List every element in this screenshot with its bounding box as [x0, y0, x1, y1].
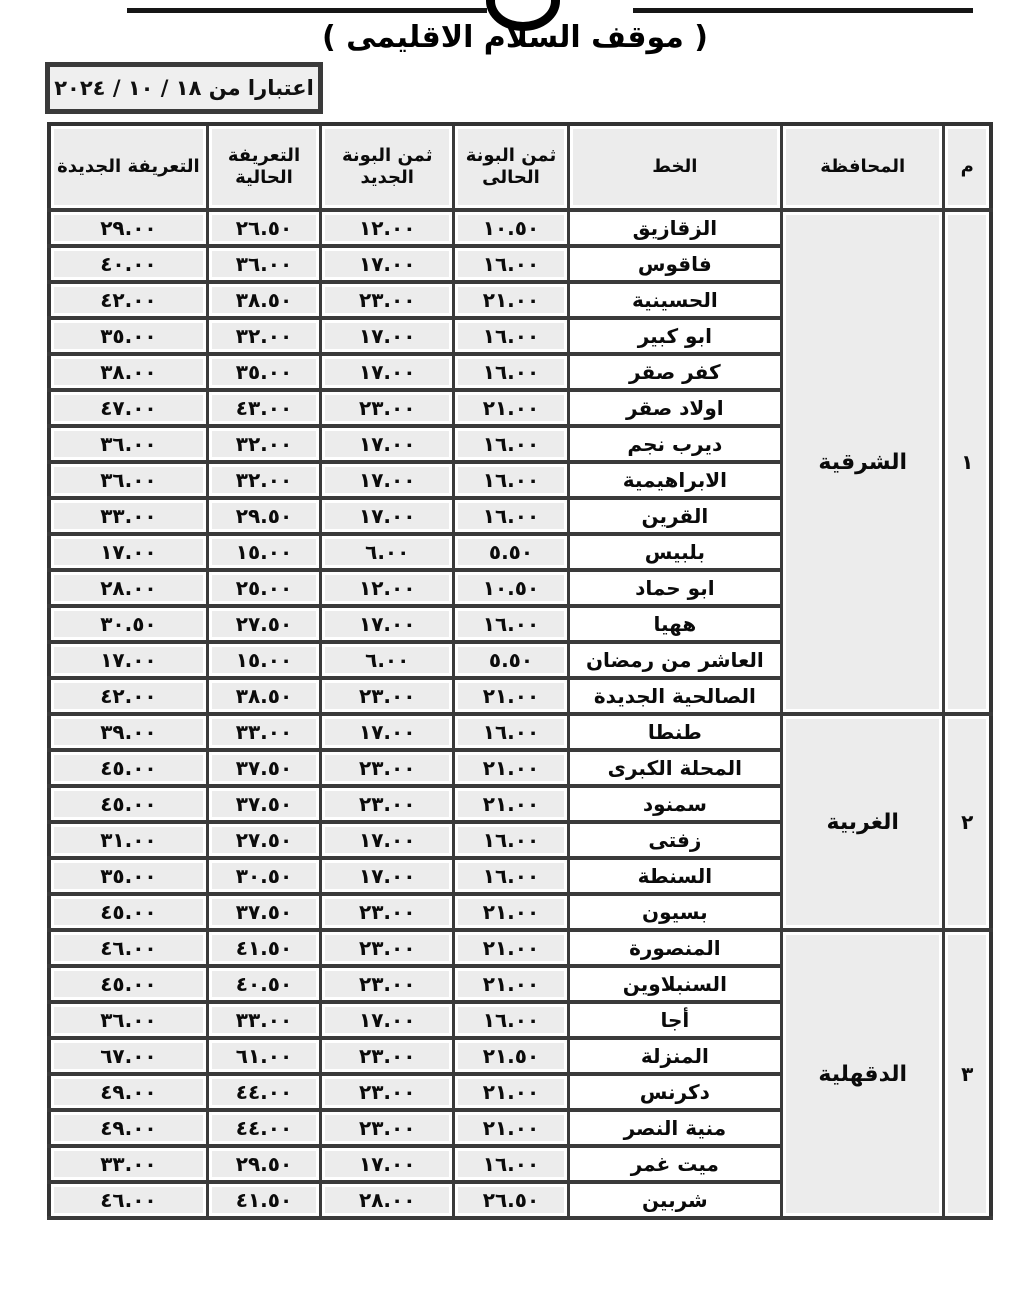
line-name-cell: اولاد صقر: [568, 390, 781, 426]
table-row: [49, 930, 991, 966]
current-bona-cell: ١٦.٠٠: [454, 606, 568, 642]
current-tariff-cell: ٤٤.٠٠: [207, 1074, 320, 1110]
current-tariff-cell: ٢٩.٥٠: [207, 498, 320, 534]
current-bona-cell: ٢١.٠٠: [454, 930, 568, 966]
new-bona-cell: ١٧.٠٠: [321, 462, 454, 498]
line-name-cell: بسيون: [568, 894, 781, 930]
line-name-cell: منية النصر: [568, 1110, 781, 1146]
current-bona-cell: ١٦.٠٠: [454, 1002, 568, 1038]
new-tariff-cell: ٤٦.٠٠: [49, 1182, 207, 1218]
new-tariff-cell: ٤٥.٠٠: [49, 966, 207, 1002]
line-name-cell: ميت غمر: [568, 1146, 781, 1182]
line-name-cell: الحسينية: [568, 282, 781, 318]
line-name-cell: المحلة الكبرى: [568, 750, 781, 786]
new-tariff-cell: ٣٥.٠٠: [49, 858, 207, 894]
new-tariff-cell: ٤٩.٠٠: [49, 1110, 207, 1146]
line-name-cell: زفتى: [568, 822, 781, 858]
line-name-cell: الزقازيق: [568, 210, 781, 246]
current-tariff-cell: ٤١.٥٠: [207, 1182, 320, 1218]
new-bona-cell: ٢٣.٠٠: [321, 750, 454, 786]
new-tariff-cell: ٣٦.٠٠: [49, 426, 207, 462]
header-current-bona: ثمن البونة الحالى: [454, 124, 568, 210]
section-index-cell: ١: [944, 210, 991, 714]
new-bona-cell: ٢٣.٠٠: [321, 390, 454, 426]
line-name-cell: السنطة: [568, 858, 781, 894]
current-bona-cell: ٢١.٠٠: [454, 1074, 568, 1110]
current-bona-cell: ٢١.٠٠: [454, 1110, 568, 1146]
current-tariff-cell: ٣٨.٥٠: [207, 678, 320, 714]
line-name-cell: ههيا: [568, 606, 781, 642]
current-bona-cell: ١٦.٠٠: [454, 714, 568, 750]
current-tariff-cell: ٣٢.٠٠: [207, 318, 320, 354]
line-name-cell: الصالحية الجديدة: [568, 678, 781, 714]
current-bona-cell: ١٦.٠٠: [454, 1146, 568, 1182]
current-tariff-cell: ٢٥.٠٠: [207, 570, 320, 606]
current-bona-cell: ١٦.٠٠: [454, 246, 568, 282]
new-bona-cell: ١٧.٠٠: [321, 606, 454, 642]
line-name-cell: كفر صقر: [568, 354, 781, 390]
new-tariff-cell: ٣٣.٠٠: [49, 498, 207, 534]
new-tariff-cell: ٤٥.٠٠: [49, 786, 207, 822]
current-bona-cell: ١٠.٥٠: [454, 210, 568, 246]
new-bona-cell: ٢٨.٠٠: [321, 1182, 454, 1218]
line-name-cell: بلبيس: [568, 534, 781, 570]
new-bona-cell: ١٧.٠٠: [321, 858, 454, 894]
new-tariff-cell: ٣٠.٥٠: [49, 606, 207, 642]
governorate-cell: الشرقية: [782, 210, 944, 714]
line-name-cell: سمنود: [568, 786, 781, 822]
effective-date-box: [45, 62, 323, 114]
line-name-cell: أجا: [568, 1002, 781, 1038]
current-bona-cell: ٢١.٥٠: [454, 1038, 568, 1074]
current-tariff-cell: ٢٧.٥٠: [207, 606, 320, 642]
new-bona-cell: ٢٣.٠٠: [321, 1038, 454, 1074]
header-row: [49, 124, 991, 210]
line-name-cell: العاشر من رمضان: [568, 642, 781, 678]
new-tariff-cell: ٤٠.٠٠: [49, 246, 207, 282]
new-tariff-cell: ١٧.٠٠: [49, 534, 207, 570]
current-tariff-cell: ٣٦.٠٠: [207, 246, 320, 282]
new-tariff-cell: ٤٢.٠٠: [49, 282, 207, 318]
current-tariff-cell: ٣٠.٥٠: [207, 858, 320, 894]
line-name-cell: ابو حماد: [568, 570, 781, 606]
current-tariff-cell: ٣٨.٥٠: [207, 282, 320, 318]
table-row: [49, 210, 991, 246]
current-bona-cell: ١٦.٠٠: [454, 354, 568, 390]
line-name-cell: القرين: [568, 498, 781, 534]
current-bona-cell: ١٦.٠٠: [454, 318, 568, 354]
line-name-cell: المنزلة: [568, 1038, 781, 1074]
line-name-cell: فاقوس: [568, 246, 781, 282]
current-tariff-cell: ٣٧.٥٠: [207, 750, 320, 786]
new-tariff-cell: ٤٦.٠٠: [49, 930, 207, 966]
line-name-cell: دكرنس: [568, 1074, 781, 1110]
new-bona-cell: ١٧.٠٠: [321, 318, 454, 354]
current-tariff-cell: ٣٧.٥٠: [207, 786, 320, 822]
current-tariff-cell: ٣٣.٠٠: [207, 714, 320, 750]
current-bona-cell: ٢١.٠٠: [454, 678, 568, 714]
current-tariff-cell: ٢٩.٥٠: [207, 1146, 320, 1182]
new-tariff-cell: ٦٧.٠٠: [49, 1038, 207, 1074]
current-tariff-cell: ٤١.٥٠: [207, 930, 320, 966]
new-bona-cell: ٦.٠٠: [321, 534, 454, 570]
current-bona-cell: ١٦.٠٠: [454, 426, 568, 462]
new-bona-cell: ٢٣.٠٠: [321, 1110, 454, 1146]
current-tariff-cell: ٣٥.٠٠: [207, 354, 320, 390]
header-index: م: [944, 124, 991, 210]
current-tariff-cell: ٦١.٠٠: [207, 1038, 320, 1074]
new-tariff-cell: ٢٨.٠٠: [49, 570, 207, 606]
current-bona-cell: ١٠.٥٠: [454, 570, 568, 606]
current-tariff-cell: ٤٤.٠٠: [207, 1110, 320, 1146]
new-tariff-cell: ٣٦.٠٠: [49, 462, 207, 498]
current-bona-cell: ٢١.٠٠: [454, 966, 568, 1002]
section-index-cell: ٢: [944, 714, 991, 930]
current-bona-cell: ٢١.٠٠: [454, 282, 568, 318]
new-bona-cell: ١٧.٠٠: [321, 1002, 454, 1038]
line-name-cell: ديرب نجم: [568, 426, 781, 462]
header-current-tariff: التعريفة الحالية: [207, 124, 320, 210]
line-name-cell: شربين: [568, 1182, 781, 1218]
current-tariff-cell: ٤٠.٥٠: [207, 966, 320, 1002]
section-index-cell: ٣: [944, 930, 991, 1218]
new-bona-cell: ٢٣.٠٠: [321, 786, 454, 822]
new-bona-cell: ١٢.٠٠: [321, 570, 454, 606]
current-tariff-cell: ١٥.٠٠: [207, 642, 320, 678]
new-tariff-cell: ٣٥.٠٠: [49, 318, 207, 354]
page-title: ( موقف السلام الاقليمى ): [321, 20, 708, 55]
current-tariff-cell: ٣٣.٠٠: [207, 1002, 320, 1038]
table-row: [49, 714, 991, 750]
new-bona-cell: ١٧.٠٠: [321, 822, 454, 858]
current-tariff-cell: ٣٢.٠٠: [207, 426, 320, 462]
new-bona-cell: ٦.٠٠: [321, 642, 454, 678]
current-tariff-cell: ٤٣.٠٠: [207, 390, 320, 426]
new-tariff-cell: ٢٩.٠٠: [49, 210, 207, 246]
new-bona-cell: ١٧.٠٠: [321, 1146, 454, 1182]
current-bona-cell: ٢١.٠٠: [454, 390, 568, 426]
effective-date-text: اعتبارا من ١٨ / ١٠ / ٢٠٢٤: [54, 76, 314, 100]
line-name-cell: المنصورة: [568, 930, 781, 966]
new-bona-cell: ١٧.٠٠: [321, 354, 454, 390]
new-tariff-cell: ١٧.٠٠: [49, 642, 207, 678]
governorate-cell: الغربية: [782, 714, 944, 930]
new-bona-cell: ٢٣.٠٠: [321, 930, 454, 966]
line-name-cell: السنبلاوين: [568, 966, 781, 1002]
new-tariff-cell: ٣١.٠٠: [49, 822, 207, 858]
tariff-table: [47, 122, 993, 1220]
new-tariff-cell: ٣٩.٠٠: [49, 714, 207, 750]
new-tariff-cell: ٣٦.٠٠: [49, 1002, 207, 1038]
top-rule-right: [633, 8, 973, 13]
new-bona-cell: ١٧.٠٠: [321, 714, 454, 750]
new-bona-cell: ٢٣.٠٠: [321, 282, 454, 318]
line-name-cell: الابراهيمية: [568, 462, 781, 498]
current-bona-cell: ٥.٥٠: [454, 534, 568, 570]
new-bona-cell: ٢٣.٠٠: [321, 1074, 454, 1110]
header-line: الخط: [568, 124, 781, 210]
current-bona-cell: ١٦.٠٠: [454, 822, 568, 858]
current-tariff-cell: ٣٢.٠٠: [207, 462, 320, 498]
current-bona-cell: ١٦.٠٠: [454, 858, 568, 894]
current-bona-cell: ١٦.٠٠: [454, 498, 568, 534]
header-new-bona: ثمن البونة الجديد: [321, 124, 454, 210]
new-bona-cell: ١٧.٠٠: [321, 498, 454, 534]
current-tariff-cell: ٢٦.٥٠: [207, 210, 320, 246]
current-bona-cell: ٢٦.٥٠: [454, 1182, 568, 1218]
header-new-tariff: التعريفة الجديدة: [49, 124, 207, 210]
new-bona-cell: ٢٣.٠٠: [321, 966, 454, 1002]
governorate-cell: الدقهلية: [782, 930, 944, 1218]
current-tariff-cell: ٣٧.٥٠: [207, 894, 320, 930]
new-tariff-cell: ٤٥.٠٠: [49, 894, 207, 930]
new-tariff-cell: ٣٣.٠٠: [49, 1146, 207, 1182]
new-tariff-cell: ٤٢.٠٠: [49, 678, 207, 714]
new-bona-cell: ٢٣.٠٠: [321, 678, 454, 714]
new-tariff-cell: ٤٧.٠٠: [49, 390, 207, 426]
new-tariff-cell: ٤٩.٠٠: [49, 1074, 207, 1110]
line-name-cell: طنطا: [568, 714, 781, 750]
current-bona-cell: ٢١.٠٠: [454, 786, 568, 822]
line-name-cell: ابو كبير: [568, 318, 781, 354]
top-rule-left: [127, 8, 487, 13]
new-bona-cell: ١٧.٠٠: [321, 246, 454, 282]
current-bona-cell: ٢١.٠٠: [454, 894, 568, 930]
current-bona-cell: ١٦.٠٠: [454, 462, 568, 498]
current-tariff-cell: ٢٧.٥٠: [207, 822, 320, 858]
new-bona-cell: ٢٣.٠٠: [321, 894, 454, 930]
current-tariff-cell: ١٥.٠٠: [207, 534, 320, 570]
new-tariff-cell: ٣٨.٠٠: [49, 354, 207, 390]
current-bona-cell: ٢١.٠٠: [454, 750, 568, 786]
new-bona-cell: ١٧.٠٠: [321, 426, 454, 462]
new-tariff-cell: ٤٥.٠٠: [49, 750, 207, 786]
header-governorate: المحافظة: [782, 124, 944, 210]
current-bona-cell: ٥.٥٠: [454, 642, 568, 678]
new-bona-cell: ١٢.٠٠: [321, 210, 454, 246]
